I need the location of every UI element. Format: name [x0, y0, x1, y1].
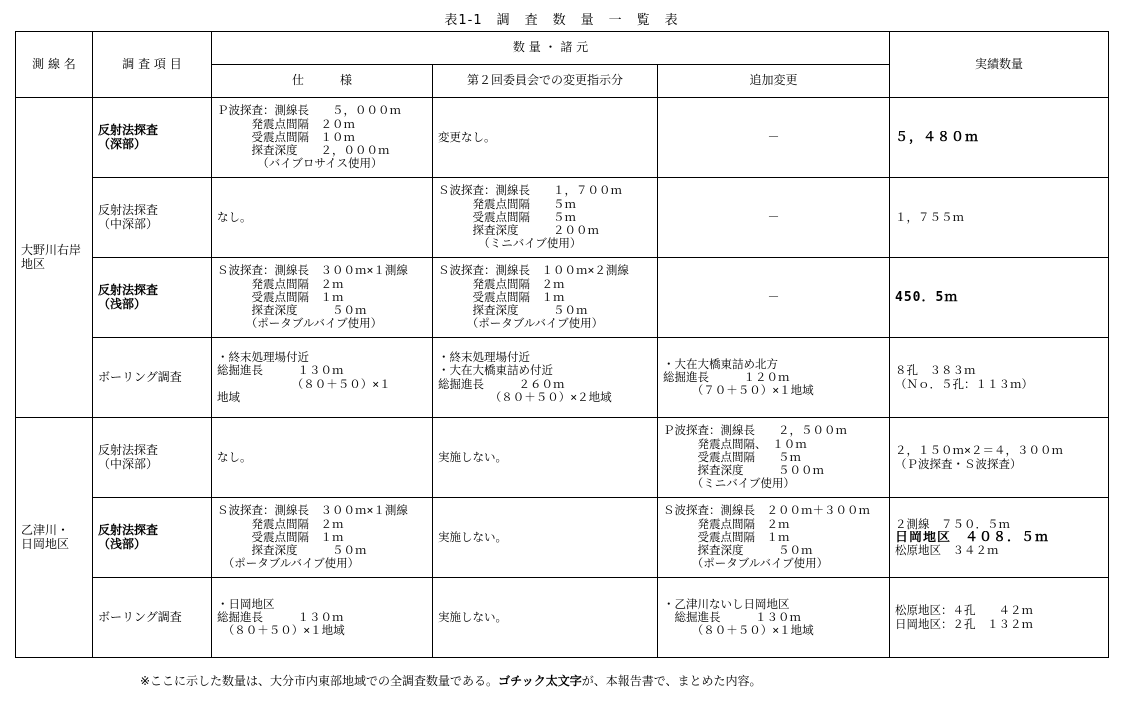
actual-line: 松原地区 ３４２ｍ: [895, 544, 999, 558]
table-row: [16, 258, 1109, 338]
header-quantity-specs: 数 量 ・ 諸 元: [212, 32, 890, 65]
footnote-bold: ゴチック太文字: [498, 674, 582, 688]
header-row-1: [16, 32, 1109, 65]
additional-cell: －: [658, 178, 890, 258]
actual-cell: 松原地区：４孔 ４２ｍ 日岡地区：２孔 １３２ｍ: [890, 578, 1109, 658]
footnote: [140, 672, 761, 689]
actual-cell: ２，１５０ｍ×２＝４，３００ｍ （Ｐ波探査・Ｓ波探査）: [890, 418, 1109, 498]
spec-cell: なし。: [212, 418, 433, 498]
footnote-prefix: ※ここに示した数量は、大分市内東部地域での全調査数量である。: [140, 674, 499, 688]
committee-cell: Ｓ波探査：測線長 １，７００ｍ 発震点間隔 ５ｍ 受震点間隔 ５ｍ 探査深度 ２００ｍ （ミニバイブ使用）: [433, 178, 658, 258]
header-survey-line: 測 線 名: [16, 32, 93, 98]
actual-cell: [890, 498, 1109, 578]
additional-cell: Ｐ波探査：測線長 ２，５００ｍ 発震点間隔、 １０ｍ 受震点間隔 ５ｍ 探査深度 ５００ｍ （ミニバイブ使用）: [658, 418, 890, 498]
header-survey-item: 調 査 項 目: [93, 32, 212, 98]
survey-line-name: 大野川右岸 地区: [16, 98, 93, 418]
table-row: [16, 178, 1109, 258]
spec-cell: ・終末処理場付近 総掘進長 １３０ｍ （８０＋５０）×１ 地域: [212, 338, 433, 418]
survey-item: 反射法探査 （浅部）: [93, 258, 212, 338]
committee-cell: 変更なし。: [433, 98, 658, 178]
survey-line-name: 乙津川・ 日岡地区: [16, 418, 93, 658]
footnote-suffix: が、本報告書で、まとめた内容。: [581, 674, 762, 688]
survey-item: 反射法探査 （浅部）: [93, 498, 212, 578]
spec-cell: Ｓ波探査：測線長 ３００ｍ×１測線 発震点間隔 ２ｍ 受震点間隔 １ｍ 探査深度 ５０ｍ （ポータブルバイブ使用）: [212, 498, 433, 578]
committee-cell: ・終末処理場付近 ・大在大橋東詰め付近 総掘進長 ２６０ｍ （８０＋５０）×２地域: [433, 338, 658, 418]
header-actual-quantity: 実績数量: [890, 32, 1109, 98]
header-additional-changes: 追加変更: [658, 65, 890, 98]
spec-cell: ・日岡地区 総掘進長 １３０ｍ （８０＋５０）×１地域: [212, 578, 433, 658]
additional-cell: ・乙津川ないし日岡地区 総掘進長 １３０ｍ （８０＋５０）×１地域: [658, 578, 890, 658]
table-row: [16, 578, 1109, 658]
additional-cell: －: [658, 258, 890, 338]
actual-cell: 450．5ｍ: [890, 258, 1109, 338]
table-row: [16, 498, 1109, 578]
spec-cell: Ｐ波探査：測線長 ５，０００ｍ 発震点間隔 ２０ｍ 受震点間隔 １０ｍ 探査深度 ２，０００ｍ （バイブロサイス使用）: [212, 98, 433, 178]
page-title: 表1-1 調 査 数 量 一 覧 表: [444, 13, 679, 28]
survey-item: 反射法探査 （中深部）: [93, 178, 212, 258]
additional-cell: －: [658, 98, 890, 178]
survey-item: ボーリング調査: [93, 578, 212, 658]
actual-line: ２測線 ７５０．５ｍ: [895, 517, 1011, 531]
spec-cell: Ｓ波探査：測線長 ３００ｍ×１測線 発震点間隔 ２ｍ 受震点間隔 １ｍ 探査深度 ５０ｍ （ポータブルバイブ使用）: [212, 258, 433, 338]
header-specs: 仕 様: [212, 65, 433, 98]
actual-cell: ８孔 ３８３ｍ （Ｎｏ．５孔：１１３ｍ）: [890, 338, 1109, 418]
header-committee-changes: 第２回委員会での変更指示分: [433, 65, 658, 98]
survey-quantity-table: [15, 31, 1109, 658]
survey-item: ボーリング調査: [93, 338, 212, 418]
survey-item: 反射法探査 （中深部）: [93, 418, 212, 498]
actual-cell: １，７５５ｍ: [890, 178, 1109, 258]
actual-line-bold: 日岡地区 ４０８．５ｍ: [895, 530, 1050, 545]
table-row: [16, 98, 1109, 178]
table-row: [16, 338, 1109, 418]
committee-cell: 実施しない。: [433, 418, 658, 498]
actual-cell: ５，４８０ｍ: [890, 98, 1109, 178]
survey-item: 反射法探査 （深部）: [93, 98, 212, 178]
committee-cell: Ｓ波探査：測線長 １００ｍ×２測線 発震点間隔 ２ｍ 受震点間隔 １ｍ 探査深度 ５０ｍ （ポータブルバイブ使用）: [433, 258, 658, 338]
additional-cell: Ｓ波探査：測線長 ２００ｍ＋３００ｍ 発震点間隔 ２ｍ 受震点間隔 １ｍ 探査深度 ５０ｍ （ポータブルバイブ使用）: [658, 498, 890, 578]
committee-cell: 実施しない。: [433, 578, 658, 658]
committee-cell: 実施しない。: [433, 498, 658, 578]
spec-cell: なし。: [212, 178, 433, 258]
table-row: [16, 418, 1109, 498]
additional-cell: ・大在大橋東詰め北方 総掘進長 １２０ｍ （７０＋５０）×１地域: [658, 338, 890, 418]
